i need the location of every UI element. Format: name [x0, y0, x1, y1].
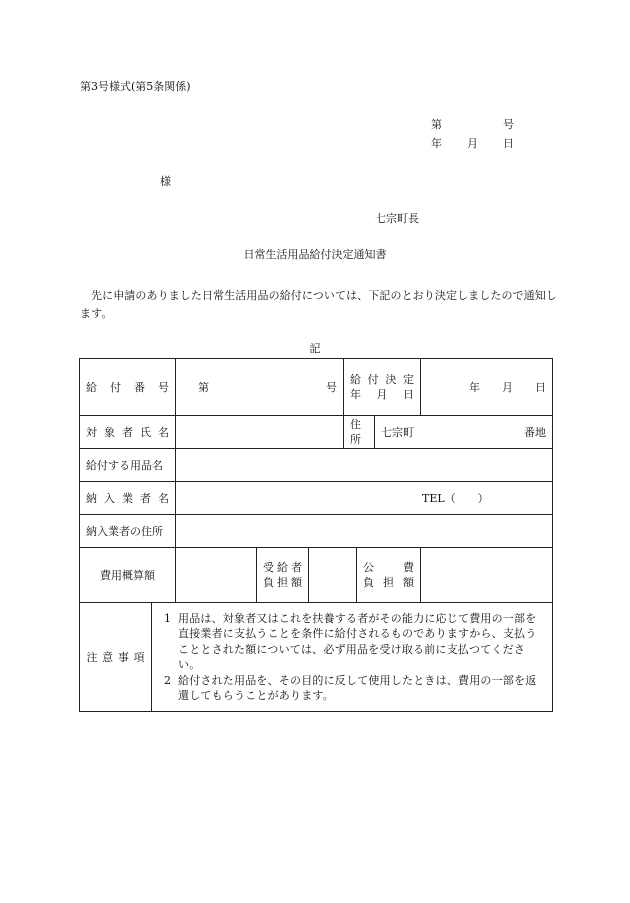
note-number: 2	[164, 673, 172, 687]
estimated-cost-label: 費用概算額	[80, 548, 176, 603]
addressee-suffix: 様	[160, 175, 171, 188]
ki-heading: 記	[309, 342, 321, 355]
estimated-cost-field[interactable]	[176, 548, 257, 603]
table-row	[80, 548, 553, 603]
grant-number-field[interactable]	[176, 359, 344, 416]
recipient-share-label	[257, 548, 309, 603]
decision-date-label-line2: 年月日	[350, 388, 414, 401]
decision-date-month: 月	[502, 380, 513, 394]
table-row	[80, 515, 553, 548]
document-title: 日常生活用品給付決定通知書	[243, 248, 387, 261]
grant-number-prefix: 第	[198, 380, 209, 394]
supplier-name-field[interactable]	[176, 482, 553, 515]
decision-table	[79, 358, 553, 712]
recipient-share-label-line2: 負担額	[263, 576, 302, 589]
address-town: 七宗町	[381, 425, 414, 439]
issue-date-day-label: 日	[503, 137, 514, 150]
recipient-share-field[interactable]	[309, 548, 357, 603]
recipient-name-field[interactable]	[176, 416, 344, 449]
public-share-label-line2: 負担額	[363, 576, 414, 589]
issuer-name: 七宗町長	[375, 212, 419, 225]
decision-date-field[interactable]	[421, 359, 553, 416]
address-banchi: 番地	[524, 425, 546, 439]
document-number-label: 第	[431, 118, 442, 131]
note-number: 1	[164, 611, 172, 625]
note-item	[164, 611, 542, 673]
form-number: 第3号様式(第5条関係)	[80, 80, 191, 93]
issue-date-month-label: 月	[467, 137, 478, 150]
document-number-suffix: 号	[503, 118, 514, 131]
public-share-label	[357, 548, 421, 603]
recipient-name-label: 対象者氏名	[80, 416, 176, 449]
grant-number-suffix: 号	[326, 380, 337, 394]
decision-date-year: 年	[469, 380, 480, 394]
notice-body-text: 先に申請のありました日常生活用品の給付については、下記のとおり決定しましたので通知します。	[80, 289, 557, 320]
supplier-address-label: 納入業者の住所	[80, 515, 176, 548]
note-item	[164, 673, 542, 704]
table-row	[80, 603, 553, 712]
public-share-label-line1: 公費	[363, 561, 414, 574]
note-text: 用品は、対象者又はこれを扶養する者がその能力に応じて費用の一部を直接業者に支払うことを条件に給付されるものでありますから、支払うこととされた額については、必ず用品を受け取る前に支払つてください。	[178, 611, 537, 671]
supplier-address-field[interactable]	[176, 515, 553, 548]
note-text: 給付された用品を、その目的に反して使用したときは、費用の一部を返還してもらうことがあります。	[178, 673, 537, 702]
address-field[interactable]	[375, 416, 553, 449]
notes-label: 注意事項	[80, 603, 152, 712]
address-label: 住所	[344, 416, 375, 449]
table-row	[80, 449, 553, 482]
table-row	[80, 359, 553, 416]
item-name-label: 給付する用品名	[80, 449, 176, 482]
table-row	[80, 482, 553, 515]
decision-date-label-line1: 給付決定	[350, 373, 414, 386]
table-row	[80, 416, 553, 449]
public-share-field[interactable]	[421, 548, 553, 603]
supplier-name-label: 納入業者名	[80, 482, 176, 515]
issue-date-year-label: 年	[431, 137, 442, 150]
decision-date-day: 日	[535, 380, 546, 394]
notes-content	[152, 603, 553, 712]
supplier-tel: TEL（ ）	[422, 491, 489, 505]
recipient-share-label-line1: 受給者	[263, 561, 302, 574]
grant-number-label: 給付番号	[80, 359, 176, 416]
decision-date-label	[344, 359, 421, 416]
item-name-field[interactable]	[176, 449, 553, 482]
